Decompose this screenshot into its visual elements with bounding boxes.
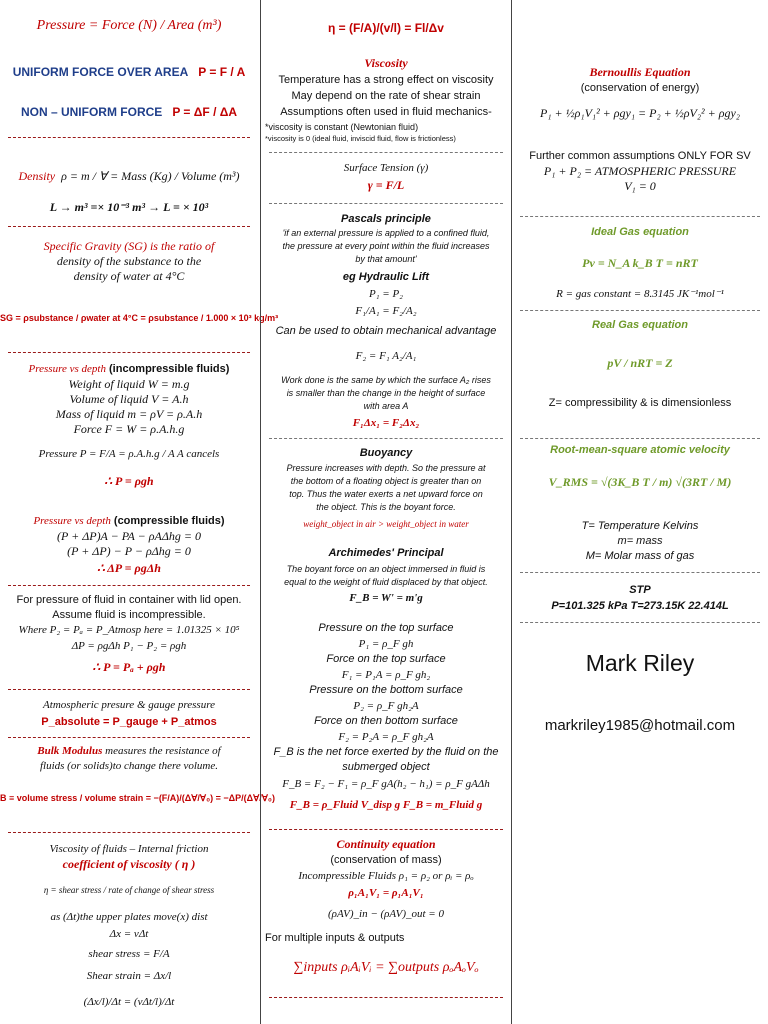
lid-open-line-4: ΔP = ρgΔh P₁ − P₂ = ρgh [71, 640, 187, 652]
work-equation: F₁Δx₁ = F₂Δx₂ [352, 417, 420, 429]
sg-equation: SG = ρsubstance / ρwater at 4°C = ρsubstance / 1.000 × 10³ kg/m³ [0, 313, 279, 323]
viscosity-eq-6: (Δx/l)/Δt = (vΔt/l)/Δt [83, 996, 175, 1008]
nonuniform-force-row: NON – UNIFORM FORCE P = ΔF / ΔA [20, 105, 238, 119]
divider [8, 226, 250, 227]
work-note-3: with area A [363, 401, 409, 411]
surface-tension-label: Surface Tension (γ) [343, 162, 429, 174]
divider [269, 203, 503, 204]
top-pressure-eq: P₁ = ρ_F gh [358, 638, 414, 650]
net-force-note-1: F_B is the net force exerted by the fluid on the [273, 746, 499, 758]
gas-constant: R = gas constant = 8.3145 JK⁻¹mol⁻¹ [556, 288, 724, 300]
divider [8, 352, 250, 353]
bernoulli-eq: P₁ + ½ρ₁V₁² + ρgy₁ = P₂ + ½ρV₂² + ρgy₂ [540, 106, 740, 120]
continuity-multiple-label: For multiple inputs & outputs [265, 932, 405, 944]
rms-note-2: m= mass [617, 535, 663, 547]
bottom-pressure-label: Pressure on the bottom surface [309, 684, 463, 696]
bottom-force-label: Force on then bottom surface [314, 715, 458, 727]
atmospheric-title: Atmospheric presure & gauge pressure [43, 699, 215, 711]
buoyancy-line-2: the bottom of a floating object is greater than on [290, 476, 482, 486]
pressure-vs-depth-title: Pressure vs depth (incompressible fluids) [28, 363, 230, 375]
compressible-eq-2: (P + ΔP) − P − ρΔhg = 0 [67, 544, 191, 558]
sg-line-1: Specific Gravity (SG) is the ratio of [43, 239, 215, 253]
rms-eq: V_RMS = √(3K_B T / m) √(3RT / M) [548, 475, 732, 489]
rms-title: Root-mean-square atomic velocity [550, 444, 730, 456]
volume-eq: Volume of liquid V = A.h [69, 392, 189, 406]
force-eq: Force F = W = ρ.A.h.g [73, 422, 185, 436]
continuity-eq-3: (ρAV)_in − (ρAV)_out = 0 [328, 908, 444, 920]
buoyancy-title: Buoyancy [359, 447, 413, 459]
stp-values: P=101.325 kPa T=273.15K 22.414L [551, 600, 729, 612]
bernoulli-subtitle: (conservation of energy) [580, 82, 700, 94]
lid-open-line-2: Assume fluid is incompressible. [52, 609, 206, 621]
work-note-2: is smaller than the change in the height of surface [286, 388, 486, 398]
divider [8, 585, 250, 586]
top-force-label: Force on the top surface [326, 653, 446, 665]
mass-eq: Mass of liquid m = ρV = ρ.A.h [55, 407, 203, 421]
pascal-title: Pascals principle [341, 213, 431, 225]
divider [520, 310, 760, 311]
real-gas-eq: pV / nRT = Z [607, 356, 673, 370]
viscosity-title: Viscosity of fluids – Internal friction [49, 843, 209, 855]
divider [520, 572, 760, 573]
sg-line-3: density of water at 4°C [73, 269, 185, 283]
continuity-eq-2: ρ₁A₁V₁ = ρ₁A₁V₁ [348, 887, 424, 899]
divider [520, 438, 760, 439]
viscosity-eq-2: as (Δt)the upper plates move(x) dist [50, 911, 208, 923]
buoyancy-line-3: top. Thus the water exerts a net upward force on [289, 489, 483, 499]
divider [520, 622, 760, 623]
unit-conversion: L → m³ =× 10⁻³ m³ → L = × 10³ [49, 200, 209, 214]
divider [269, 829, 503, 830]
sv-assumption-2: P₁ + P₂ = ATMOSPHERIC PRESSURE [543, 164, 737, 178]
real-gas-title: Real Gas equation [592, 319, 688, 331]
bottom-force-eq: F₂ = P₂A = ρ_F gh₂A [338, 731, 434, 743]
top-pressure-label: Pressure on the top surface [318, 622, 454, 634]
bulk-modulus-line-1: Bulk Modulus measures the resistance of [37, 745, 221, 757]
viscosity-coefficient: coefficient of viscosity ( η ) [62, 857, 196, 871]
pressure-definition: Pressure = Force (N) / Area (m³) [36, 18, 222, 33]
uniform-force-row: UNIFORM FORCE OVER AREA P = F / A [12, 65, 246, 79]
therefore-p-atm: ∴ P = Pₐ + ρgh [92, 660, 166, 674]
viscosity-eq-1: η = shear stress / rate of change of shear stress [43, 885, 215, 895]
archimedes-line-1: The boyant force on an object immersed in fluid is [286, 564, 486, 574]
weight-eq: Weight of liquid W = m.g [68, 377, 190, 391]
hydraulic-eq-2: F₁/A₁ = F₂/A₂ [355, 305, 417, 317]
archimedes-title: Archimedes' Principal [328, 547, 444, 559]
viscosity-heading: Viscosity [364, 56, 408, 70]
eta-equation: η = (F/A)/(v/l) = Fl/Δv [328, 21, 444, 35]
sv-assumption-1: Further common assumptions ONLY FOR SV [529, 150, 751, 162]
pressure-eq: Pressure P = F/A = ρ.A.h.g / A A cancels [38, 448, 220, 460]
rms-note-3: M= Molar mass of gas [585, 550, 695, 562]
author-email[interactable]: markriley1985@hotmail.com [544, 717, 736, 734]
divider [8, 737, 250, 738]
column-viscosity-buoyancy [260, 0, 512, 1024]
divider [269, 438, 503, 439]
continuity-summation-eq: ∑inputs ρᵢAᵢVᵢ = ∑outputs ρₒAₒVₒ [293, 960, 479, 975]
rms-note-1: T= Temperature Kelvins [581, 520, 699, 532]
hydraulic-eq-1: P₁ = P₂ [368, 288, 403, 300]
archimedes-eq: F_B = W' = m'g [349, 592, 423, 604]
buoyancy-inequality: weight_object in air > weight_object in water [303, 519, 469, 529]
continuity-title: Continuity equation [336, 837, 436, 851]
lid-open-line-1: For pressure of fluid in container with lid open. [16, 594, 242, 606]
top-force-eq: F₁ = P₁A = ρ_F gh₂ [341, 669, 431, 681]
hydraulic-lift-title: eg Hydraulic Lift [342, 271, 430, 283]
viscosity-note-5: *viscosity is 0 (ideal fluid, inviscid fluid, flow is frictionless) [265, 134, 456, 143]
therefore-p-rho-g-h: ∴ P = ρgh [104, 474, 154, 488]
net-force-note-2: submerged object [342, 761, 430, 773]
divider [8, 137, 250, 138]
divider [8, 832, 250, 833]
divider [8, 689, 250, 690]
hydraulic-eq-3: F₂ = F₁ A₂/A₁ [355, 350, 417, 362]
stp-title: STP [629, 584, 651, 596]
sv-assumption-3: V₁ = 0 [624, 179, 656, 193]
column-energy-gases [512, 0, 768, 1024]
compressible-eq-1: (P + ΔP)A − PA − ρAΔhg = 0 [56, 529, 201, 543]
author-name: Mark Riley [585, 650, 695, 676]
divider [269, 152, 503, 153]
real-gas-note: Z= compressibility & is dimensionless [548, 397, 732, 409]
density-row: Density ρ = m / ∀ = Mass (Kg) / Volume (m³) [18, 169, 240, 183]
ideal-gas-title: Ideal Gas equation [591, 226, 689, 238]
lid-open-line-3: Where P₂ = Pₐ = P_Atmosp here = 1.01325 × 10⁵ [18, 624, 240, 636]
mechanical-advantage-note: Can be used to obtain mechanical advantage [275, 325, 497, 337]
bulk-modulus-line-2: fluids (or solids)to change there volume. [39, 760, 218, 772]
viscosity-eq-4: shear stress = F/A [88, 948, 170, 960]
pascal-line-1: 'if an external pressure is applied to a confined fluid, [282, 228, 490, 238]
viscosity-eq-3: Δx = vΔt [109, 928, 149, 940]
surface-tension-eq: γ = F/L [367, 178, 405, 192]
pascal-line-2: the pressure at every point within the fluid increases [282, 241, 490, 251]
net-force-eq-2: F_B = ρ_Fluid V_disp g F_B = m_Fluid g [289, 799, 483, 811]
bulk-modulus-eq: B ≡ volume stress / volume strain = −(F/A)/(Δ∀/∀₀) = −ΔP/(Δ∀/∀₀) [0, 793, 275, 803]
viscosity-note-3: Assumptions often used in fluid mechanics- [280, 106, 492, 118]
therefore-delta-p: ∴ ΔP = ρgΔh [97, 561, 161, 575]
pressure-vs-depth-compressible-title: Pressure vs depth (compressible fluids) [33, 515, 225, 527]
viscosity-eq-5: Shear strain = Δx/l [86, 970, 172, 982]
buoyancy-line-4: the object. This is the boyant force. [316, 502, 456, 512]
ideal-gas-eq: Pv = N_A k_B T = nRT [582, 256, 698, 270]
bernoulli-title: Bernoullis Equation [589, 65, 691, 79]
continuity-subtitle: (conservation of mass) [330, 854, 442, 866]
column-fluids-basics [0, 0, 279, 1024]
bottom-pressure-eq: P₂ = ρ_F gh₂A [353, 700, 419, 712]
pascal-line-3: by that amount' [355, 254, 417, 264]
buoyancy-line-1: Pressure increases with depth. So the pressure at [286, 463, 486, 473]
viscosity-note-1: Temperature has a strong effect on viscosity [278, 74, 494, 86]
divider [520, 216, 760, 217]
continuity-eq-1: Incompressible Fluids ρ₁ = ρ₂ or ρᵢ = ρₒ [298, 870, 474, 882]
sg-line-2: density of the substance to the [56, 254, 202, 268]
archimedes-line-2: equal to the weight of fluid displaced by that object. [284, 577, 488, 587]
viscosity-note-2: May depend on the rate of shear strain [291, 90, 481, 102]
viscosity-note-4: *viscosity is constant (Newtonian fluid) [265, 122, 419, 132]
net-force-eq: F_B = F₂ − F₁ = ρ_F gA(h₂ − h₁) = ρ_F gAΔh [282, 778, 490, 790]
work-note-1: Work done is the same by which the surface A₂ rises [281, 375, 491, 385]
divider [269, 997, 503, 998]
atmospheric-eq: P_absolute = P_gauge + P_atmos [41, 716, 217, 728]
